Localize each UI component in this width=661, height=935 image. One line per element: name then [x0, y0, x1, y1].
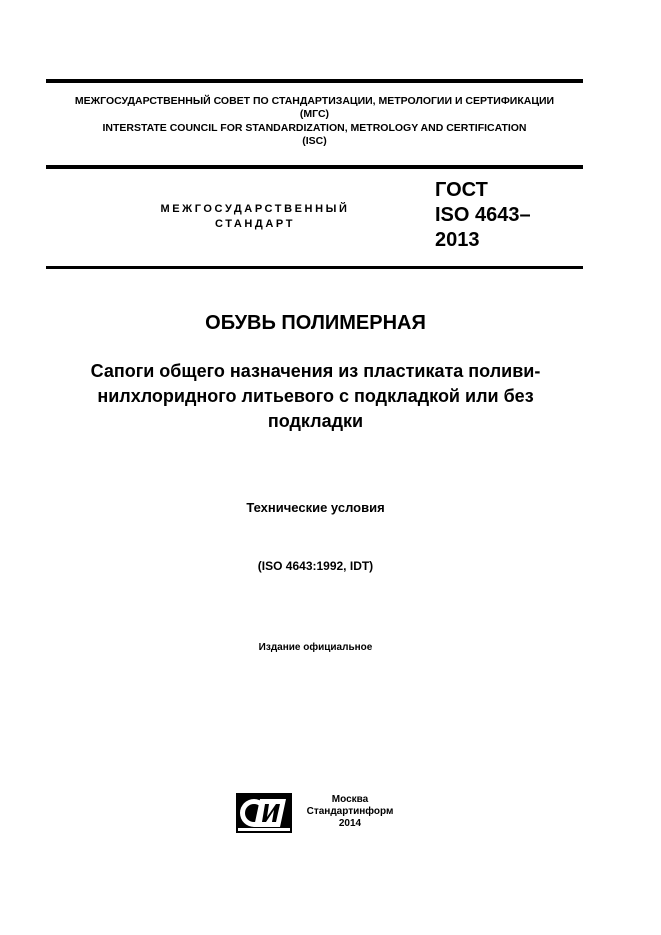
- council-name-en: INTERSTATE COUNCIL FOR STANDARDIZATION, METROLOGY AND CERTIFICATION: [102, 121, 527, 134]
- subtitle-line: подкладки: [267, 411, 364, 431]
- publisher-name: Стандартинформ: [306, 806, 394, 817]
- council-name-ru: МЕЖГОСУДАРСТВЕННЫЙ СОВЕТ ПО СТАНДАРТИЗАЦИИ, МЕТРОЛОГИИ И СЕРТИФИКАЦИИ: [74, 95, 555, 107]
- iso-reference: (ISO 4643:1992, IDT): [257, 559, 374, 573]
- council-abbr-en: (ISC): [302, 135, 327, 148]
- standard-number-line3: 2013: [435, 229, 480, 251]
- standard-number-line1: ГОСТ: [435, 179, 488, 201]
- standartinform-logo-icon: [236, 793, 292, 833]
- subtitle-line: Сапоги общего назначения из пластиката поливи-: [90, 361, 541, 381]
- header-rule: [46, 165, 583, 169]
- council-header: [46, 95, 583, 149]
- spec-type: Технические условия: [246, 500, 385, 515]
- standard-number: [435, 178, 531, 253]
- document-title: ОБУВЬ ПОЛИМЕРНАЯ: [205, 312, 426, 334]
- edition-label: Издание официальное: [258, 642, 373, 653]
- standard-kind: [140, 202, 370, 232]
- top-rule: [46, 79, 583, 83]
- subtitle-line: нилхлоридного литьевого с подкладкой или без: [97, 386, 534, 406]
- document-subtitle: [0, 359, 631, 434]
- publisher-city: Москва: [331, 794, 369, 805]
- standard-rule: [46, 266, 583, 269]
- publisher-year: 2014: [338, 818, 362, 829]
- standard-kind-line2: СТАНДАРТ: [214, 218, 296, 230]
- council-abbr-ru: (МГС): [299, 108, 330, 121]
- standard-number-line2: ISO 4643–: [435, 204, 531, 226]
- publisher-info: [295, 794, 405, 830]
- standard-kind-line1: МЕЖГОСУДАРСТВЕННЫЙ: [160, 203, 350, 215]
